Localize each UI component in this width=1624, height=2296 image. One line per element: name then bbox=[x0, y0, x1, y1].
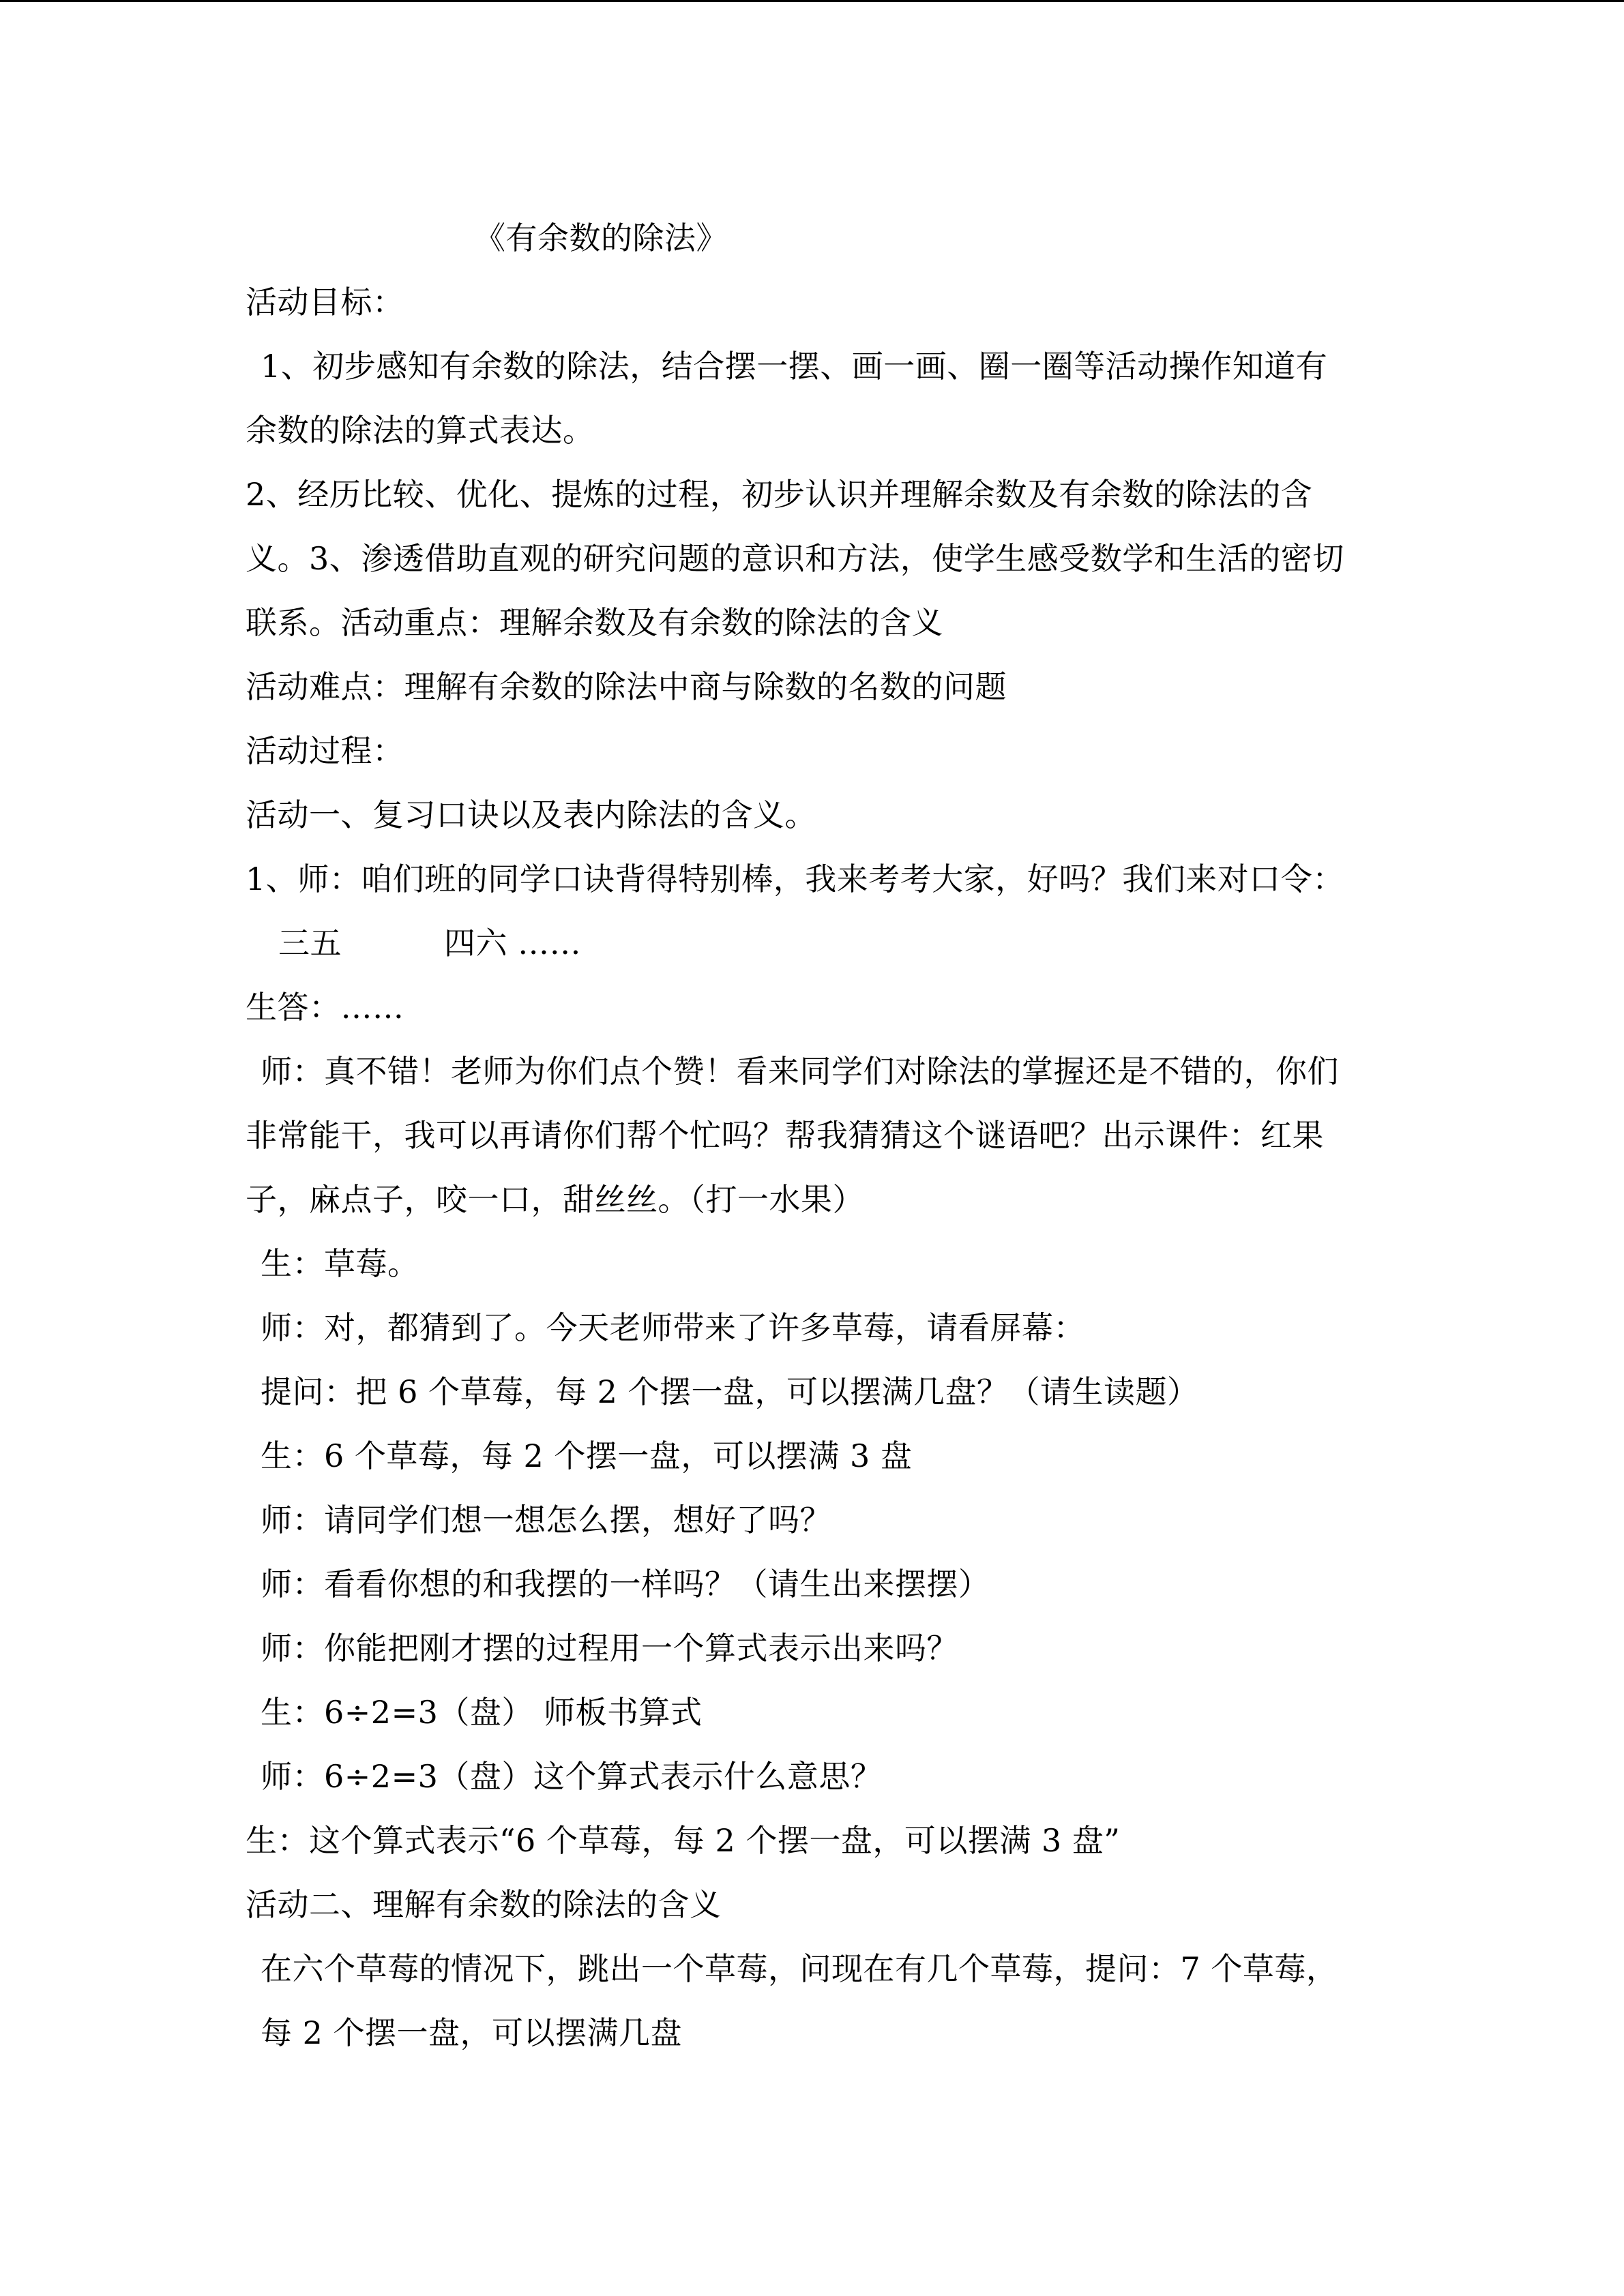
goal-key-point: 联系。活动重点：理解余数及有余数的除法的含义 bbox=[246, 604, 943, 641]
teacher-line-4: 师：请同学们想一想怎么摆，想好了吗？ bbox=[261, 1502, 831, 1538]
goal-difficulty: 活动难点：理解有余数的除法中商与除数的名数的问题 bbox=[246, 668, 1007, 705]
drill-item-2: 四六 …… bbox=[444, 925, 582, 961]
goal-1-line-2: 余数的除法的算式表达。 bbox=[246, 412, 595, 449]
activity-two-line-2: 每 2 个摆一盘，可以摆满几盘 bbox=[261, 2014, 683, 2051]
student-answer-3: 生：6 个草莓，每 2 个摆一盘，可以摆满 3 盘 bbox=[261, 1437, 913, 1474]
heading-activity-one: 活动一、复习口诀以及表内除法的含义。 bbox=[246, 796, 816, 833]
student-answer-5: 生：这个算式表示“6 个草莓，每 2 个摆一盘，可以摆满 3 盘” bbox=[246, 1822, 1121, 1859]
teacher-line-2b: 非常能干，我可以再请你们帮个忙吗？帮我猜猜这个谜语吧？出示课件：红果 bbox=[246, 1117, 1324, 1154]
teacher-line-3: 师：对，都猜到了。今天老师带来了许多草莓，请看屏幕： bbox=[261, 1309, 1085, 1346]
student-answer-4: 生：6÷2=3（盘） 师板书算式 bbox=[261, 1694, 703, 1731]
heading-activity-two: 活动二、理解有余数的除法的含义 bbox=[246, 1886, 722, 1923]
teacher-line-2c: 子，麻点子，咬一口，甜丝丝。（打一水果） bbox=[246, 1181, 864, 1218]
document-body bbox=[246, 206, 1378, 2065]
student-answer-2: 生：草莓。 bbox=[261, 1245, 419, 1282]
activity-two-line-1: 在六个草莓的情况下，跳出一个草莓，问现在有几个草莓，提问：7 个草莓， bbox=[261, 1950, 1338, 1987]
document-title: 《有余数的除法》 bbox=[474, 220, 728, 256]
oral-drill-line bbox=[246, 911, 1378, 975]
question-line-1: 提问：把 6 个草莓，每 2 个摆一盘，可以摆满几盘？（请生读题） bbox=[261, 1373, 1199, 1410]
drill-item-1: 三五 bbox=[278, 925, 342, 961]
teacher-line-6: 师：你能把刚才摆的过程用一个算式表示出来吗？ bbox=[261, 1630, 958, 1667]
goal-2-line-1: 2、经历比较、优化、提炼的过程，初步认识并理解余数及有余数的除法的含 bbox=[246, 476, 1313, 513]
student-answer-1: 生答：…… bbox=[246, 989, 404, 1026]
goal-1-line-1: 1、初步感知有余数的除法，结合摆一摆、画一画、圈一圈等活动操作知道有 bbox=[261, 348, 1328, 385]
heading-activity-process: 活动过程： bbox=[246, 732, 404, 769]
teacher-line-5: 师：看看你想的和我摆的一样吗？（请生出来摆摆） bbox=[261, 1566, 990, 1602]
goal-2-line-2: 义。3、渗透借助直观的研究问题的意识和方法，使学生感受数学和生活的密切 bbox=[246, 540, 1344, 577]
teacher-line-2a: 师：真不错！老师为你们点个赞！看来同学们对除法的掌握还是不错的，你们 bbox=[261, 1053, 1339, 1090]
page-top-border bbox=[0, 0, 1624, 2]
heading-activity-goals: 活动目标： bbox=[246, 284, 404, 320]
teacher-line-7: 师：6÷2=3（盘）这个算式表示什么意思？ bbox=[261, 1758, 883, 1795]
teacher-line-1: 1、师：咱们班的同学口诀背得特别棒，我来考考大家，好吗？我们来对口令： bbox=[246, 861, 1344, 897]
